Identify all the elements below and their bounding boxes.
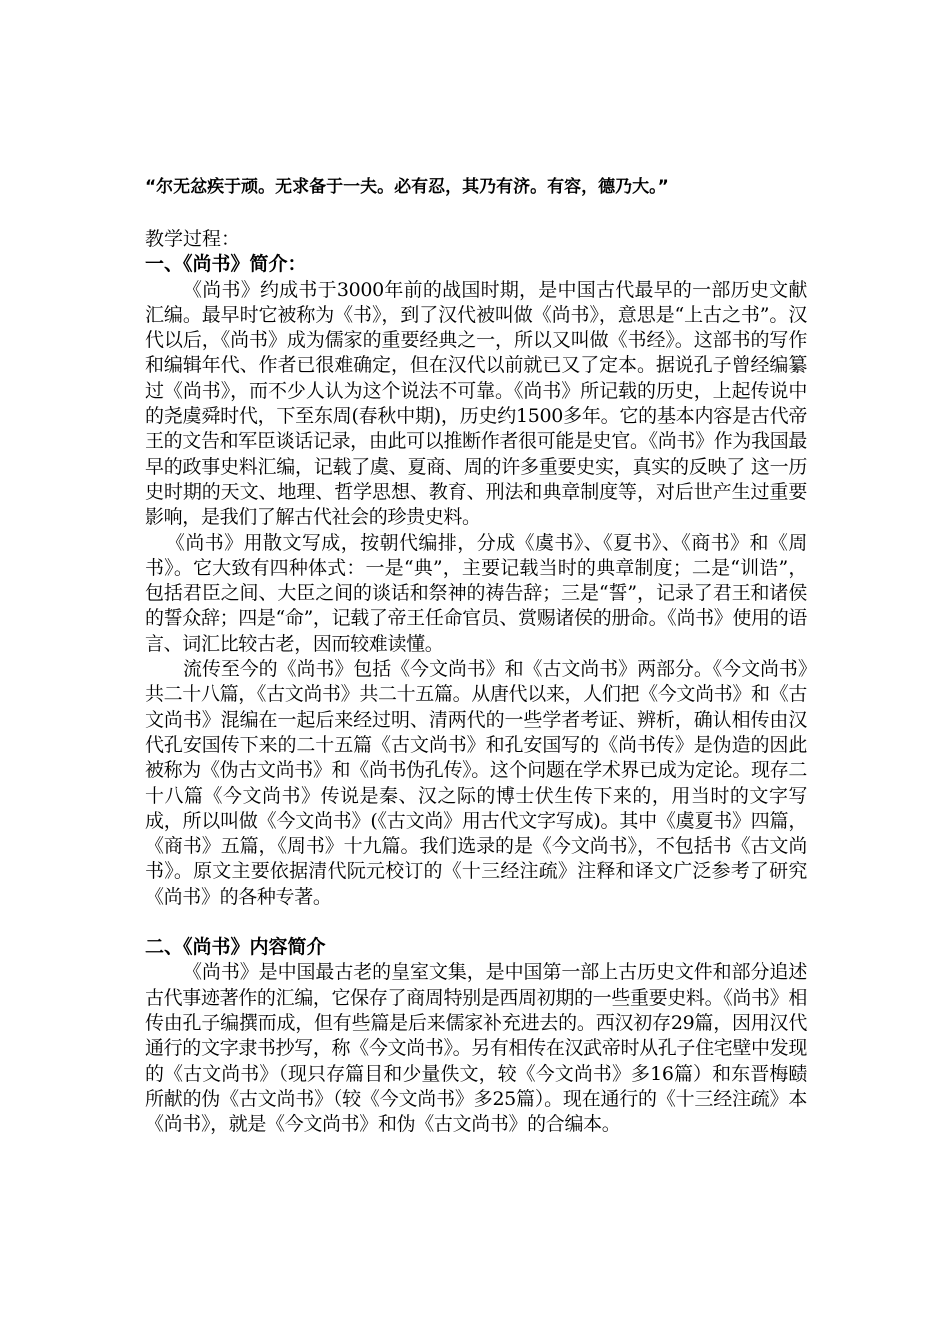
epigraph-quote: “尔无忿疾于顽。无求备于一夫。必有忍，其乃有济。有容，德乃大。” <box>145 177 669 197</box>
section-spacer <box>145 910 807 935</box>
section-1-heading: 一、《尚书》简介： <box>145 253 307 276</box>
section-1-paragraph-2: 《尚书》用散文写成，按朝代编排，分成《虞书》、《夏书》、《商书》和《周书》。它大致有四种体式：一是“典”，主要记载当时的典章制度；二是“训诰”，包括君臣之间、大臣之间的谈话和祭神的祷告辞；三是“誓”，记录了君王和诸侯的誓众辞；四是“命”，记载了帝王任命官员、赏赐诸侯的册命。《尚书》使用的语言、词汇比较古老，因而较难读懂。 <box>145 531 807 655</box>
teaching-process-label: 教学过程： <box>145 228 241 250</box>
section-1-paragraph-1: 《尚书》约成书于3000年前的战国时期，是中国古代最早的一部历史文献汇编。最早时它被称为《书》，到了汉代被叫做《尚书》，意思是“上古之书”。汉代以后，《尚书》成为儒家的重要经典之一，所以又叫做《书经》。这部书的写作和编辑年代、作者已很难确定，但在汉代以前就已又了定本。据说孔子曾经编纂过《尚书》，而不少人认为这个说法不可靠。《尚书》所记载的历史，上起传说中的尧虞舜时代，下至东周(春秋中期)，历史约1500多年。它的基本内容是古代帝王的文告和军臣谈话记录，由此可以推断作者很可能是史官。《尚书》作为我国最早的政事史料汇编，记载了虞、夏商、周的许多重要史实，真实的反映了 这一历史时期的天文、地理、哲学思想、教育、刑法和典章制度等，对后世产生过重要影响，是我们了解古代社会的珍贵史料。 <box>145 278 807 529</box>
section-2-heading: 二、《尚书》内容简介 <box>145 936 326 959</box>
section-1-paragraph-3: 流传至今的《尚书》包括《今文尚书》和《古文尚书》两部分。《今文尚书》共二十八篇，《古文尚书》共二十五篇。从唐代以来，人们把《今文尚书》和《古文尚书》混编在一起后来经过明、清两代的一些学者考证、辨析，确认相传由汉代孔安国传下来的二十五篇《古文尚书》和孔安国写的《尚书传》是伪造的因此被称为《伪古文尚书》和《尚书伪孔传》。这个问题在学术界已成为定论。现存二十八篇《今文尚书》传说是秦、汉之际的博士伏生传下来的，用当时的文字写成，所以叫做《今文尚书》(《古文尚》用古代文字写成)。其中《虞夏书》四篇，《商书》五篇，《周书》十九篇。我们选录的是《今文尚书》，不包括书《古文尚书》。原文主要依据清代阮元校订的《十三经注疏》注释和译文广泛参考了研究《尚书》的各种专著。 <box>145 658 807 908</box>
document-body <box>145 227 807 1137</box>
section-2-paragraph-1: 《尚书》是中国最古老的皇室文集，是中国第一部上古历史文件和部分追述古代事迹著作的汇编，它保存了商周特别是西周初期的一些重要史料。《尚书》相传由孔子编撰而成，但有些篇是后来儒家补充进去的。西汉初存29篇，因用汉代通行的文字隶书抄写，称《今文尚书》。另有相传在汉武帝时从孔子住宅壁中发现的《古文尚书》（现只存篇目和少量佚文，较《今文尚书》多16篇）和东晋梅赜所献的伪《古文尚书》（较《今文尚书》多25篇）。现在通行的《十三经注疏》本《尚书》，就是《今文尚书》和伪《古文尚书》的合编本。 <box>145 961 807 1136</box>
